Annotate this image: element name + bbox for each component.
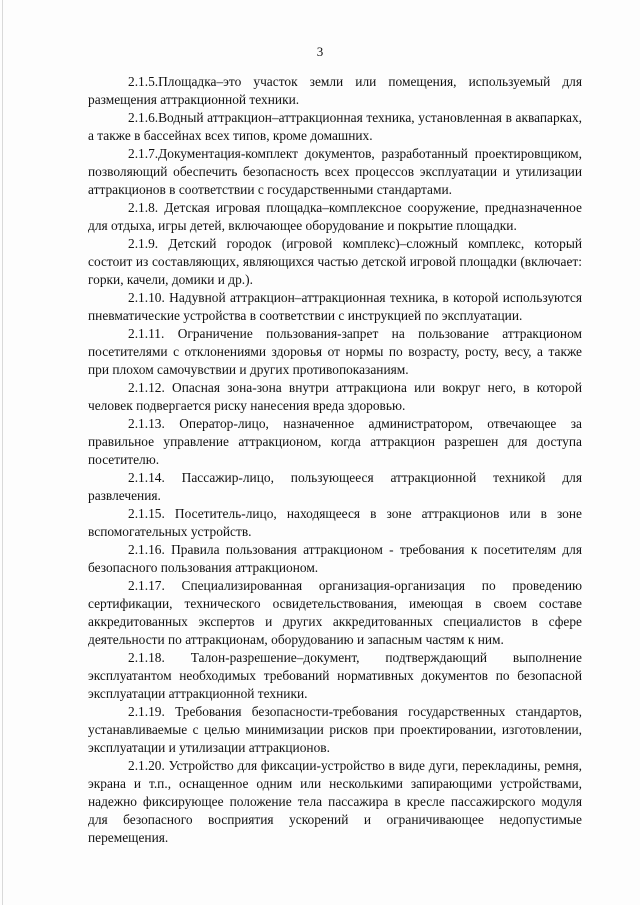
paragraph-2-1-16: 2.1.16. Правила пользования аттракционом - требования к посетителям для безопасного пользования аттракционом. [88, 542, 582, 575]
paragraph-2-1-8: 2.1.8. Детская игровая площадка–комплексное сооружение, предназначенное для отдыха, игры детей, включающее оборудование и покрытие площадки. [88, 200, 582, 233]
paragraph-2-1-18: 2.1.18. Талон-разрешение–документ, подтверждающий выполнение эксплуатантом необходимых требований нормативных документов по безопасной эксплуатации аттракционной техники. [88, 650, 582, 701]
paragraph-2-1-19: 2.1.19. Требования безопасности-требования государственных стандартов, устанавливаемые с целью минимизации рисков при проектировании, изготовлении, эксплуатации и утилизации аттракционов. [88, 704, 582, 755]
paragraph-2-1-9: 2.1.9. Детский городок (игровой комплекс)–сложный комплекс, который состоит из составляющих, являющихся частью детской игровой площадки (включает: горки, качели, домики и др.). [88, 236, 582, 287]
scan-edge-line [2, 0, 3, 905]
paragraph-2-1-10: 2.1.10. Надувной аттракцион–аттракционная техника, в которой используются пневматические устройства в соответствии с инструкцией по эксплуатации. [88, 290, 582, 323]
paragraph-2-1-15: 2.1.15. Посетитель-лицо, находящееся в зоне аттракционов или в зоне вспомогательных устройств. [88, 506, 582, 539]
page-number: 3 [316, 44, 324, 59]
paragraph-2-1-12: 2.1.12. Опасная зона-зона внутри аттракциона или вокруг него, в которой человек подвергается риску нанесения вреда здоровью. [88, 380, 582, 413]
paragraph-2-1-6: 2.1.6.Водный аттракцион–аттракционная техника, установленная в аквапарках, а также в бассейнах всех типов, кроме домашних. [88, 110, 582, 143]
paragraph-2-1-13: 2.1.13. Оператор-лицо, назначенное администратором, отвечающее за правильное управление аттракционом, когда аттракцион разрешен для доступа посетителю. [88, 416, 582, 467]
paragraph-2-1-14: 2.1.14. Пассажир-лицо, пользующееся аттракционной техникой для развлечения. [88, 470, 582, 503]
paragraph-2-1-20: 2.1.20. Устройство для фиксации-устройство в виде дуги, перекладины, ремня, экрана и т.п., оснащенное одним или несколькими запирающими устройствами, надежно фиксирующее положение тела пассажира в кресле пассажирского модуля для безопасного восприятия ускорений и ограничивающее недопустимые перемещения. [88, 758, 582, 845]
paragraph-2-1-11: 2.1.11. Ограничение пользования-запрет на пользование аттракционом посетителями с отклонениями здоровья от нормы по возрасту, росту, весу, а также при плохом самочувствии и других противопоказаниям. [88, 326, 582, 377]
paragraph-2-1-5: 2.1.5.Площадка–это участок земли или помещения, используемый для размещения аттракционной техники. [88, 74, 582, 107]
paragraph-2-1-17: 2.1.17. Специализированная организация-организация по проведению сертификации, технического освидетельствования, имеющая в своем составе аккредитованных экспертов и других аккредитованных специалистов в сфере деятельности по аттракционам, оборудованию и запасным частям к ним. [88, 578, 582, 647]
paragraph-2-1-7: 2.1.7.Документация-комплект документов, разработанный проектировщиком, позволяющий обеспечить безопасность всех процессов эксплуатации и утилизации аттракционов в соответствии с государственными стандартами. [88, 146, 582, 197]
document-body [88, 73, 582, 847]
